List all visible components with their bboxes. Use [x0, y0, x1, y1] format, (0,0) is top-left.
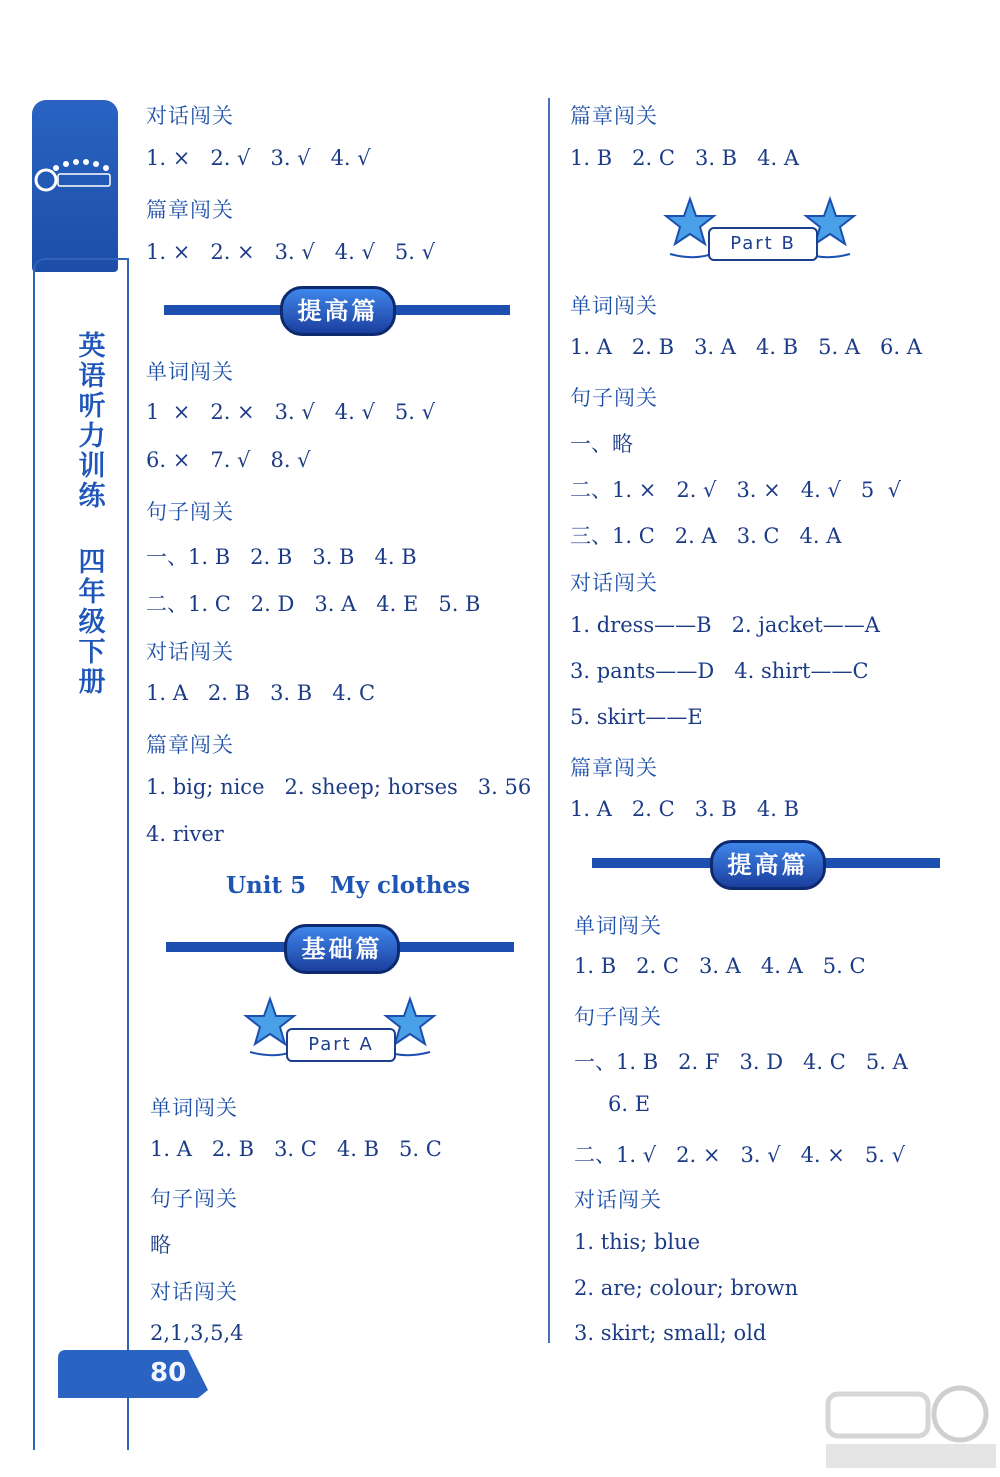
answer-line: 略: [150, 1233, 171, 1257]
section-title: 句子闯关: [574, 1005, 662, 1029]
logo-icon: [32, 140, 118, 230]
section-title: 对话闯关: [146, 640, 234, 664]
answer-line: 1. dress——B 2. jacket——A: [570, 613, 880, 637]
book-title-vertical: [72, 332, 112, 512]
title-char: 册: [78, 667, 106, 698]
answer-line: 2. are; colour; brown: [574, 1276, 799, 1300]
answer-line: 三、1. C 2. A 3. C 4. A: [570, 524, 842, 548]
section-title: 对话闯关: [146, 104, 234, 128]
section-title: 单词闯关: [146, 360, 234, 384]
section-title: 对话闯关: [574, 1188, 662, 1212]
section-title: 句子闯关: [150, 1187, 238, 1211]
answer-line: 3. pants——D 4. shirt——C: [570, 659, 869, 683]
part-a-label: Part A: [286, 1028, 396, 1062]
title-char: 英: [78, 331, 106, 362]
answer-line: 1. B 2. C 3. B 4. A: [570, 146, 800, 170]
answer-line: 二、1. C 2. D 3. A 4. E 5. B: [146, 592, 481, 616]
section-title: 单词闯关: [150, 1096, 238, 1120]
answer-line: 1. big; nice 2. sheep; horses 3. 56: [146, 775, 532, 799]
answer-line: 6. × 7. √ 8. √: [146, 448, 311, 472]
answer-line: 1. A 2. B 3. C 4. B 5. C: [150, 1137, 442, 1161]
publisher-logo-tab: [32, 100, 118, 272]
page-number: 80: [150, 1358, 187, 1388]
section-title: 对话闯关: [150, 1280, 238, 1304]
title-char: 语: [78, 361, 106, 392]
column-divider: [548, 98, 550, 1343]
part-b-label: Part B: [708, 227, 818, 261]
answer-line: 3. skirt; small; old: [574, 1321, 767, 1345]
section-title: 单词闯关: [574, 914, 662, 938]
title-char: 训: [78, 451, 106, 482]
section-title: 对话闯关: [570, 571, 658, 595]
watermark-logo-icon: [820, 1380, 1000, 1477]
answer-line: 1. × 2. √ 3. √ 4. √: [146, 146, 371, 170]
title-char: 听: [78, 391, 106, 422]
title-char: 下: [78, 637, 106, 668]
title-char: 练: [78, 481, 106, 512]
title-char: 级: [78, 607, 106, 638]
answer-line: 一、1. B 2. B 3. B 4. B: [146, 545, 417, 569]
answer-line: 二、1. × 2. √ 3. × 4. √ 5 √: [570, 478, 901, 502]
title-char: 力: [78, 421, 106, 452]
answer-line: 1. B 2. C 3. A 4. A 5. C: [574, 954, 866, 978]
answer-line: 一、略: [570, 432, 633, 456]
answer-line: 1. A 2. C 3. B 4. B: [570, 797, 800, 821]
unit-title: Unit 5 My clothes: [226, 872, 471, 899]
answer-line: 4. river: [146, 822, 224, 846]
section-title: 篇章闯关: [146, 198, 234, 222]
banner-jichu: 基础篇: [284, 924, 400, 974]
answer-line: 1. this; blue: [574, 1230, 701, 1254]
answer-line: 1. A 2. B 3. A 4. B 5. A 6. A: [570, 335, 922, 359]
answer-line: 1. × 2. × 3. √ 4. √ 5. √: [146, 240, 435, 264]
answer-line: 6. E: [608, 1092, 651, 1116]
section-title: 句子闯关: [146, 500, 234, 524]
answer-line: 一、1. B 2. F 3. D 4. C 5. A: [574, 1050, 908, 1074]
section-title: 篇章闯关: [570, 104, 658, 128]
answer-line: 2,1,3,5,4: [150, 1321, 244, 1345]
answer-line: 1. A 2. B 3. B 4. C: [146, 681, 376, 705]
banner-tigao: 提高篇: [710, 840, 826, 890]
section-title: 单词闯关: [570, 294, 658, 318]
section-title: 篇章闯关: [146, 733, 234, 757]
title-char: 年: [78, 577, 106, 608]
answer-line: 5. skirt——E: [570, 705, 703, 729]
section-title: 篇章闯关: [570, 756, 658, 780]
grade-title-vertical: [72, 548, 112, 698]
answer-line: 二、1. √ 2. × 3. √ 4. × 5. √: [574, 1143, 905, 1167]
banner-tigao: 提高篇: [280, 286, 396, 336]
section-title: 句子闯关: [570, 386, 658, 410]
answer-line: 1 × 2. × 3. √ 4. √ 5. √: [146, 400, 435, 424]
title-char: 四: [78, 547, 106, 578]
